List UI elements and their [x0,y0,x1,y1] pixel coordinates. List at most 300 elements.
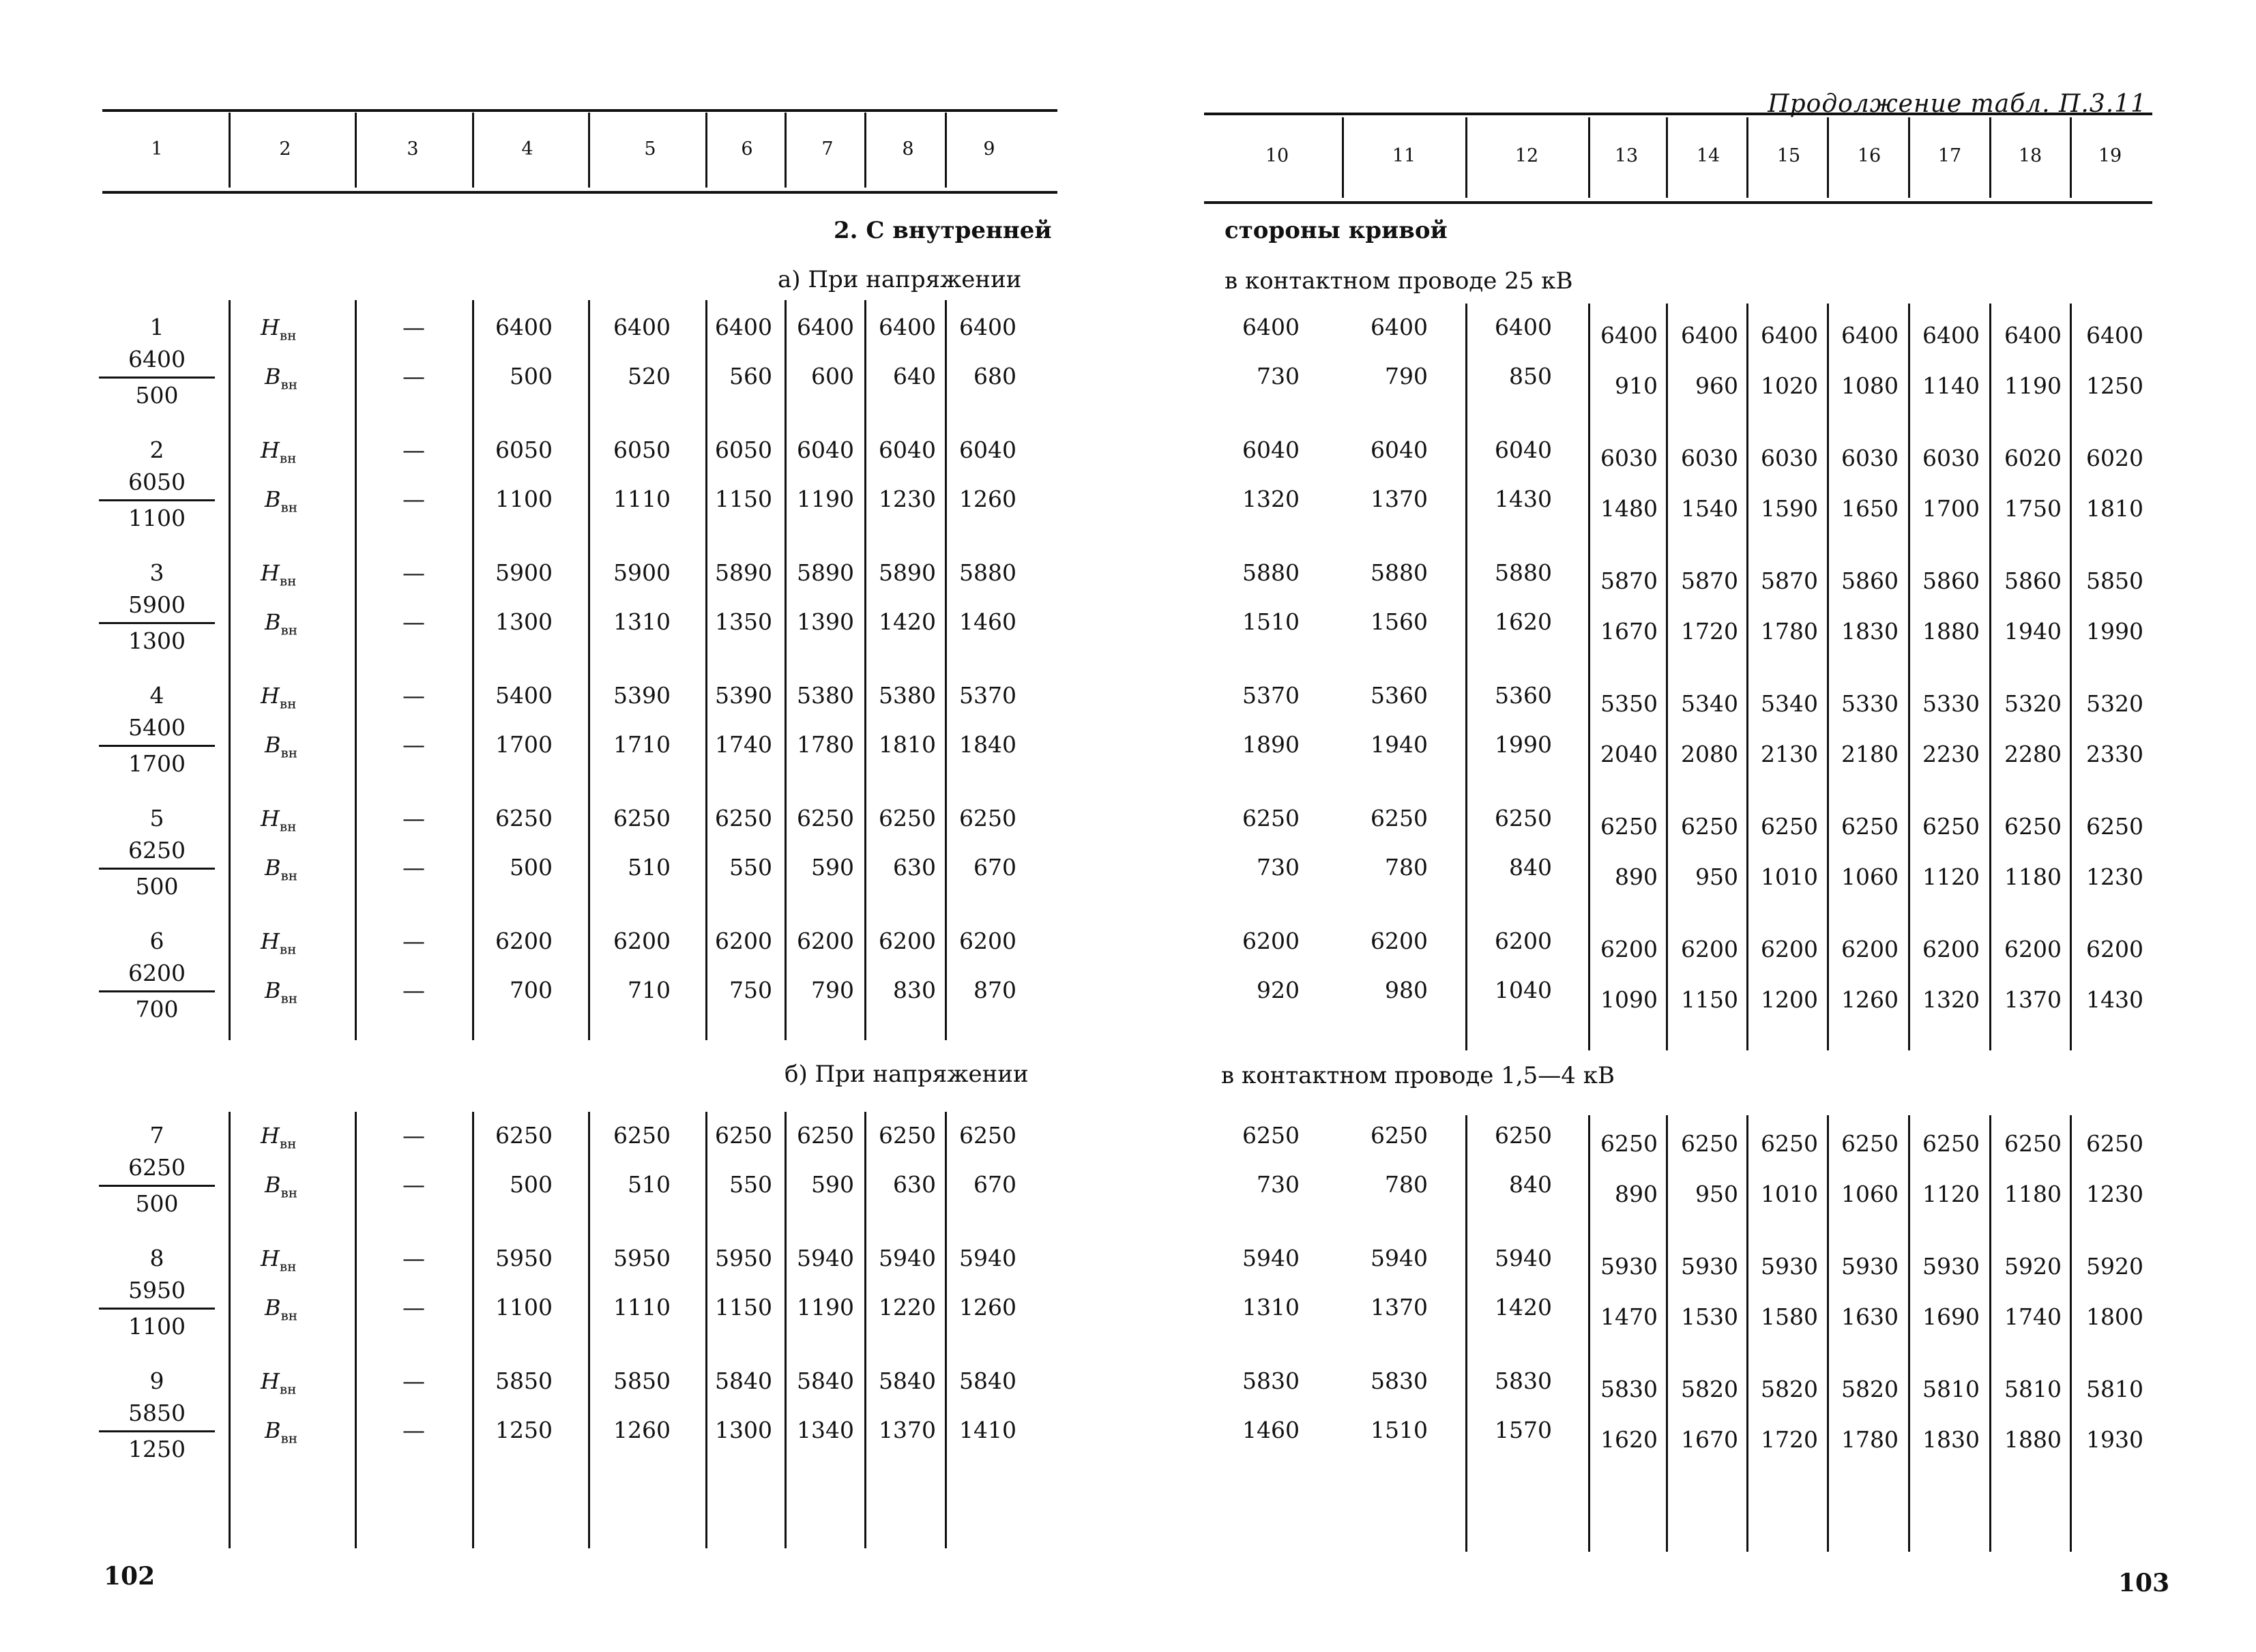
b-value: 1880 [1922,618,1980,645]
b-value: 780 [1385,854,1428,881]
h-value: 6250 [1922,1130,1980,1157]
empty-col3-dash: — [402,363,425,389]
fraction-denominator: 1250 [128,1436,186,1462]
b-value: 1310 [1242,1294,1300,1321]
label-h-letter: H [261,437,280,463]
b-value: 1250 [2086,372,2143,399]
fraction-bar [99,1185,215,1187]
header-column-divider [588,113,590,188]
label-b [265,731,297,766]
section-title-left: 2. С внутренней [834,217,1052,244]
b-value: 1990 [1495,731,1552,758]
b-value: 1110 [613,1294,671,1321]
fraction-bar [99,868,215,870]
h-value: 5930 [1681,1253,1738,1280]
b-value: 1530 [1681,1303,1738,1330]
h-value: 6400 [715,314,772,340]
b-value: 1230 [879,486,936,512]
b-value: 920 [1257,977,1300,1003]
empty-col3-dash: — [402,1122,425,1149]
h-value: 6250 [1600,813,1658,840]
b-value: 1720 [1761,1426,1818,1453]
h-value: 5920 [2086,1253,2143,1280]
h-value: 6250 [613,805,671,831]
empty-col3-dash: — [402,486,425,512]
b-value: 520 [628,363,671,389]
body-column-divider [355,1112,357,1548]
h-value: 5390 [715,682,772,709]
row-number: 7 [149,1122,164,1149]
h-value: 6200 [613,928,671,954]
b-value: 1010 [1761,864,1818,890]
column-header: 2 [279,138,291,160]
b-value: 1080 [1841,372,1899,399]
h-value: 5880 [959,559,1016,586]
h-value: 5360 [1495,682,1552,709]
column-header: 12 [1514,145,1539,166]
b-value: 1230 [2086,1181,2143,1207]
header-column-divider [355,113,357,188]
h-value: 5840 [715,1368,772,1394]
h-value: 6250 [1495,805,1552,831]
page-number-right: 103 [2118,1569,2170,1597]
empty-col3-dash: — [402,1417,425,1443]
empty-col3-dash: — [402,1294,425,1321]
label-h-subscript: вн [279,327,297,344]
h-value: 6250 [1242,805,1300,831]
empty-col3-dash: — [402,559,425,586]
label-b-subscript: вн [280,867,298,884]
b-value: 1300 [715,1417,772,1443]
h-value: 6050 [613,437,671,463]
label-h-subscript: вн [279,941,297,958]
b-value: 1150 [715,1294,772,1321]
h-value: 5840 [959,1368,1016,1394]
b-value: 1840 [959,731,1016,758]
h-value: 6250 [2086,1130,2143,1157]
h-value: 6200 [1495,928,1552,954]
h-value: 5850 [495,1368,553,1394]
b-value: 1620 [1495,608,1552,635]
fraction-denominator: 1300 [128,628,186,654]
body-column-divider [355,300,357,1040]
h-value: 6250 [797,1122,854,1149]
b-value: 1510 [1242,608,1300,635]
fraction-denominator: 500 [135,382,179,409]
b-value: 1090 [1600,986,1658,1013]
h-value: 6250 [1600,1130,1658,1157]
continuation-caption: Продолжение табл. П.3.11 [1768,90,2147,118]
label-h-letter: H [261,1245,280,1271]
column-header: 9 [983,138,995,160]
h-value: 5870 [1681,567,1738,594]
b-value: 1590 [1761,495,1818,522]
b-value: 1580 [1761,1303,1818,1330]
b-value: 1540 [1681,495,1738,522]
h-value: 6200 [715,928,772,954]
b-value: 730 [1257,854,1300,881]
empty-col3-dash: — [402,437,425,463]
b-value: 1260 [959,1294,1016,1321]
h-value: 5340 [1681,690,1738,717]
fraction-bar [99,377,215,379]
h-value: 5350 [1600,690,1658,717]
h-value: 6250 [1761,813,1818,840]
b-value: 1460 [959,608,1016,635]
b-value: 1890 [1242,731,1300,758]
b-value: 710 [628,977,671,1003]
b-value: 2280 [2004,741,2062,767]
fraction-denominator: 1700 [128,750,186,777]
h-value: 6040 [1495,437,1552,463]
h-value: 6250 [959,1122,1016,1149]
label-h-subscript: вн [279,818,297,835]
empty-col3-dash: — [402,805,425,831]
header-bottom-rule-right [1204,201,2152,204]
h-value: 5370 [1242,682,1300,709]
body-column-divider [1465,1115,1467,1552]
h-value: 6040 [1371,437,1428,463]
b-value: 500 [510,854,553,881]
b-value: 550 [729,854,772,881]
row-number: 8 [149,1245,164,1271]
label-h [261,1368,297,1402]
b-value: 1670 [1681,1426,1738,1453]
h-value: 5830 [1371,1368,1428,1394]
fraction-numerator: 6200 [128,960,186,986]
h-value: 5880 [1495,559,1552,586]
b-value: 590 [811,854,854,881]
h-value: 6250 [2086,813,2143,840]
fraction-numerator: 6400 [128,346,186,372]
h-value: 5940 [959,1245,1016,1271]
page-number-left: 102 [104,1562,156,1591]
label-h-subscript: вн [279,572,297,589]
b-value: 1180 [2004,1181,2062,1207]
h-value: 5880 [1371,559,1428,586]
label-b-letter: B [265,486,281,512]
label-h [261,559,297,594]
b-value: 510 [628,1171,671,1198]
h-value: 5390 [613,682,671,709]
b-value: 730 [1257,1171,1300,1198]
h-value: 6200 [1242,928,1300,954]
fraction-numerator: 5900 [128,591,186,618]
b-value: 1370 [1371,1294,1428,1321]
b-value: 950 [1695,864,1738,890]
b-value: 590 [811,1171,854,1198]
label-b-letter: B [265,609,281,635]
label-h-subscript: вн [279,695,297,712]
b-value: 630 [893,854,936,881]
b-value: 1750 [2004,495,2062,522]
h-value: 6200 [2004,936,2062,962]
b-value: 840 [1509,854,1552,881]
b-value: 1940 [1371,731,1428,758]
h-value: 6030 [1681,445,1738,471]
h-value: 6250 [1371,1122,1428,1149]
h-value: 5940 [879,1245,936,1271]
h-value: 5880 [1242,559,1300,586]
b-value: 1780 [1761,618,1818,645]
b-value: 1110 [613,486,671,512]
b-value: 2180 [1841,741,1899,767]
b-value: 1930 [2086,1426,2143,1453]
row-number: 6 [149,928,164,954]
h-value: 6250 [879,805,936,831]
h-value: 5860 [1922,567,1980,594]
h-value: 5950 [715,1245,772,1271]
b-value: 1990 [2086,618,2143,645]
empty-col3-dash: — [402,1245,425,1271]
b-value: 1230 [2086,864,2143,890]
b-value: 670 [973,1171,1016,1198]
h-value: 6040 [1242,437,1300,463]
label-h-letter: H [261,683,280,709]
b-value: 1320 [1242,486,1300,512]
header-column-divider [229,113,231,188]
h-value: 6200 [797,928,854,954]
h-value: 6250 [715,1122,772,1149]
b-value: 550 [729,1171,772,1198]
b-value: 1670 [1600,618,1658,645]
h-value: 6200 [1681,936,1738,962]
fraction-denominator: 1100 [128,1313,186,1340]
b-value: 1370 [1371,486,1428,512]
header-column-divider [1342,117,1344,198]
h-value: 6400 [1761,322,1818,349]
empty-col3-dash: — [402,928,425,954]
b-value: 500 [510,363,553,389]
h-value: 5320 [2004,690,2062,717]
h-value: 5860 [2004,567,2062,594]
b-value: 2230 [1922,741,1980,767]
h-value: 6250 [1681,813,1738,840]
label-h [261,437,297,471]
h-value: 6040 [797,437,854,463]
fraction-bar [99,990,215,992]
h-value: 5380 [879,682,936,709]
h-value: 6020 [2086,445,2143,471]
h-value: 5850 [2086,567,2143,594]
column-header: 5 [644,138,656,160]
body-column-divider [229,1112,231,1548]
label-b-subscript: вн [280,1184,298,1201]
h-value: 6250 [495,805,553,831]
b-value: 1780 [1841,1426,1899,1453]
h-value: 6250 [1841,1130,1899,1157]
h-value: 5810 [2004,1376,2062,1402]
h-value: 6030 [1600,445,1658,471]
label-b-subscript: вн [280,990,298,1007]
h-value: 6400 [1922,322,1980,349]
b-value: 2330 [2086,741,2143,767]
b-value: 1650 [1841,495,1899,522]
b-value: 1390 [797,608,854,635]
label-b-subscript: вн [280,1307,298,1324]
b-value: 1120 [1922,1181,1980,1207]
h-value: 5870 [1761,567,1818,594]
b-value: 890 [1615,864,1658,890]
h-value: 6030 [1761,445,1818,471]
b-value: 890 [1615,1181,1658,1207]
h-value: 5890 [715,559,772,586]
h-value: 5940 [1242,1245,1300,1271]
fraction-bar [99,622,215,624]
h-value: 6200 [879,928,936,954]
h-value: 5820 [1681,1376,1738,1402]
label-b-subscript: вн [280,621,298,638]
b-value: 1250 [495,1417,553,1443]
h-value: 6400 [1495,314,1552,340]
column-header: 8 [902,138,914,160]
column-header: 11 [1392,145,1416,166]
column-header: 17 [1937,145,1962,166]
h-value: 6250 [495,1122,553,1149]
h-value: 5870 [1600,567,1658,594]
label-b [265,486,297,520]
b-value: 1830 [1922,1426,1980,1453]
h-value: 5940 [1495,1245,1552,1271]
b-value: 1180 [2004,864,2062,890]
b-value: 1410 [959,1417,1016,1443]
label-h [261,805,297,840]
h-value: 5320 [2086,690,2143,717]
b-value: 1260 [613,1417,671,1443]
label-h [261,682,297,717]
fraction-numerator: 5400 [128,714,186,741]
header-bottom-rule-left [102,191,1057,194]
b-value: 1060 [1841,1181,1899,1207]
empty-col3-dash: — [402,314,425,340]
empty-col3-dash: — [402,731,425,758]
h-value: 6400 [495,314,553,340]
row-number: 1 [149,314,164,340]
column-header: 13 [1614,145,1639,166]
b-value: 1460 [1242,1417,1300,1443]
b-value: 1310 [613,608,671,635]
h-value: 6250 [1371,805,1428,831]
h-value: 6050 [495,437,553,463]
b-value: 1510 [1371,1417,1428,1443]
subsection-b-left: б) При напряжении [785,1061,1029,1088]
header-top-rule-left [102,109,1057,112]
b-value: 1140 [1922,372,1980,399]
b-value: 1300 [495,608,553,635]
b-value: 560 [729,363,772,389]
column-header: 18 [2018,145,2042,166]
b-value: 1780 [797,731,854,758]
h-value: 6200 [1371,928,1428,954]
label-h-letter: H [261,1368,280,1394]
label-b-subscript: вн [280,1430,298,1447]
h-value: 5930 [1922,1253,1980,1280]
h-value: 5840 [879,1368,936,1394]
label-h-letter: H [261,314,280,340]
fraction-denominator: 1100 [128,505,186,531]
fraction-denominator: 500 [135,1190,179,1217]
label-b-subscript: вн [280,376,298,393]
fraction-numerator: 5950 [128,1277,186,1303]
b-value: 1010 [1761,1181,1818,1207]
b-value: 950 [1695,1181,1738,1207]
label-b [265,977,297,1012]
b-value: 1800 [2086,1303,2143,1330]
b-value: 730 [1257,363,1300,389]
b-value: 630 [893,1171,936,1198]
h-value: 5830 [1242,1368,1300,1394]
h-value: 6400 [797,314,854,340]
b-value: 2080 [1681,741,1738,767]
h-value: 6250 [2004,813,2062,840]
label-b-letter: B [265,1417,281,1443]
h-value: 6400 [879,314,936,340]
h-value: 6400 [1371,314,1428,340]
fraction-denominator: 500 [135,873,179,900]
h-value: 5840 [797,1368,854,1394]
b-value: 1420 [879,608,936,635]
column-header: 14 [1696,145,1720,166]
h-value: 6400 [1242,314,1300,340]
b-value: 1260 [959,486,1016,512]
empty-col3-dash: — [402,977,425,1003]
b-value: 1420 [1495,1294,1552,1321]
h-value: 5330 [1922,690,1980,717]
b-value: 910 [1615,372,1658,399]
h-value: 6250 [1681,1130,1738,1157]
h-value: 5330 [1841,690,1899,717]
h-value: 6250 [1761,1130,1818,1157]
b-value: 1830 [1841,618,1899,645]
h-value: 5380 [797,682,854,709]
b-value: 1060 [1841,864,1899,890]
label-h [261,314,297,349]
h-value: 6250 [1242,1122,1300,1149]
h-value: 6250 [797,805,854,831]
label-b-letter: B [265,855,281,881]
h-value: 6050 [715,437,772,463]
h-value: 6030 [1841,445,1899,471]
b-value: 1150 [715,486,772,512]
h-value: 6200 [959,928,1016,954]
b-value: 960 [1695,372,1738,399]
h-value: 6200 [1841,936,1899,962]
label-b [265,363,297,398]
b-value: 680 [973,363,1016,389]
h-value: 6200 [1922,936,1980,962]
body-column-divider [229,300,231,1040]
fraction-bar [99,1308,215,1310]
b-value: 1340 [797,1417,854,1443]
b-value: 1430 [1495,486,1552,512]
label-h-subscript: вн [279,449,297,467]
row-number: 2 [149,437,164,463]
b-value: 1100 [495,1294,553,1321]
label-b [265,1171,297,1206]
b-value: 1740 [715,731,772,758]
b-value: 1020 [1761,372,1818,399]
h-value: 5810 [1922,1376,1980,1402]
b-value: 1880 [2004,1426,2062,1453]
label-b-letter: B [265,1295,281,1321]
b-value: 1470 [1600,1303,1658,1330]
column-header: 3 [407,138,419,160]
fraction-numerator: 6050 [128,469,186,495]
b-value: 1040 [1495,977,1552,1003]
h-value: 5920 [2004,1253,2062,1280]
b-value: 1740 [2004,1303,2062,1330]
h-value: 6250 [1841,813,1899,840]
